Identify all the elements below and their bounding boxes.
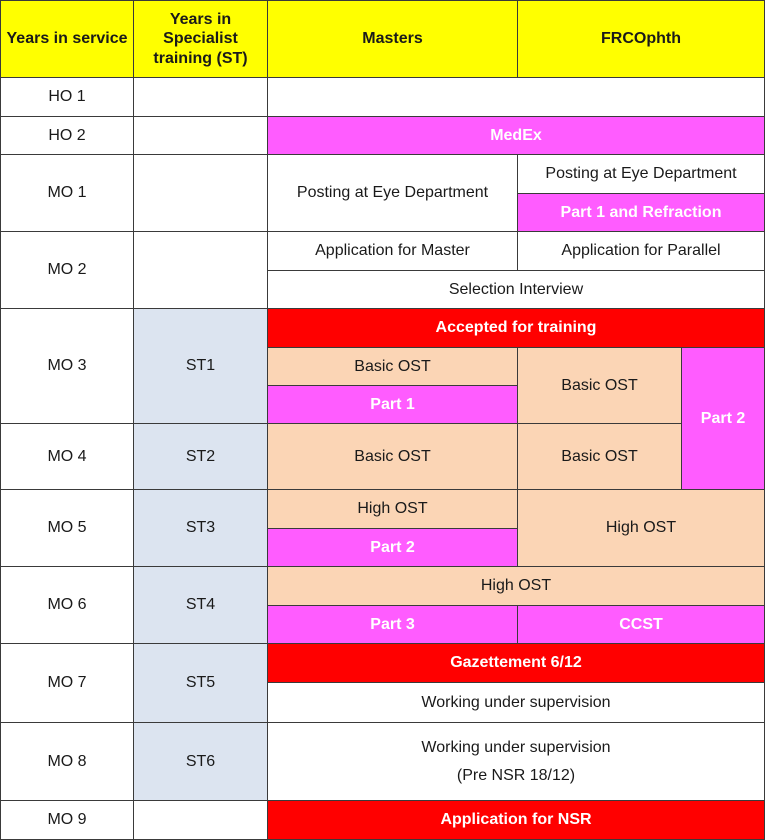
high-ost-masters-mo5: High OST bbox=[267, 489, 518, 529]
high-ost-mo6: High OST bbox=[267, 566, 765, 606]
row-label-mo4: MO 4 bbox=[0, 423, 134, 490]
st-cell-st2: ST2 bbox=[133, 423, 268, 490]
row-label-mo6: MO 6 bbox=[0, 566, 134, 644]
st-cell-empty bbox=[133, 800, 268, 840]
st-cell-st3: ST3 bbox=[133, 489, 268, 567]
accepted-for-training-cell: Accepted for training bbox=[267, 308, 765, 348]
header-masters: Masters bbox=[267, 0, 518, 78]
row-label-ho2: HO 2 bbox=[0, 116, 134, 155]
row-label-mo5: MO 5 bbox=[0, 489, 134, 567]
medex-cell: MedEx bbox=[267, 116, 765, 155]
posting-frcophth-cell: Posting at Eye Department bbox=[517, 154, 765, 194]
part2-frcophth-cell: Part 2 bbox=[681, 347, 765, 490]
st-cell-empty bbox=[133, 154, 268, 232]
row-label-ho1: HO 1 bbox=[0, 77, 134, 117]
part3-cell: Part 3 bbox=[267, 605, 518, 644]
row-label-mo3: MO 3 bbox=[0, 308, 134, 424]
st-cell-empty bbox=[133, 77, 268, 117]
st-cell-empty bbox=[133, 231, 268, 309]
row-label-mo9: MO 9 bbox=[0, 800, 134, 840]
header-years-in-st: Years in Specialist training (ST) bbox=[133, 0, 268, 78]
high-ost-frcophth-mo5: High OST bbox=[517, 489, 765, 567]
working-supervision-text: Working under supervision bbox=[421, 738, 611, 756]
part1-refraction-cell: Part 1 and Refraction bbox=[517, 193, 765, 232]
st-cell-st4: ST4 bbox=[133, 566, 268, 644]
basic-ost-frcophth-mo3: Basic OST bbox=[517, 347, 682, 424]
posting-masters-cell: Posting at Eye Department bbox=[267, 154, 518, 232]
part1-masters-cell: Part 1 bbox=[267, 385, 518, 424]
part2-masters-cell: Part 2 bbox=[267, 528, 518, 567]
application-parallel-cell: Application for Parallel bbox=[517, 231, 765, 271]
row-label-mo1: MO 1 bbox=[0, 154, 134, 232]
st-cell-empty bbox=[133, 116, 268, 155]
basic-ost-masters-mo3: Basic OST bbox=[267, 347, 518, 386]
row-label-mo2: MO 2 bbox=[0, 231, 134, 309]
pre-nsr-text: (Pre NSR 18/12) bbox=[456, 767, 576, 784]
row-label-mo7: MO 7 bbox=[0, 643, 134, 723]
header-frcophth: FRCOphth bbox=[517, 0, 765, 78]
st-cell-st6: ST6 bbox=[133, 722, 268, 801]
selection-interview-cell: Selection Interview bbox=[267, 270, 765, 309]
application-nsr-cell: Application for NSR bbox=[267, 800, 765, 840]
header-years-in-service: Years in service bbox=[0, 0, 134, 78]
basic-ost-frcophth-mo4: Basic OST bbox=[517, 423, 682, 490]
working-supervision-mo8 bbox=[267, 722, 765, 801]
row-label-mo8: MO 8 bbox=[0, 722, 134, 801]
pathway-cell-empty bbox=[267, 77, 765, 117]
application-master-cell: Application for Master bbox=[267, 231, 518, 271]
ccst-cell: CCST bbox=[517, 605, 765, 644]
st-cell-st5: ST5 bbox=[133, 643, 268, 723]
st-cell-st1: ST1 bbox=[133, 308, 268, 424]
basic-ost-masters-mo4: Basic OST bbox=[267, 423, 518, 490]
gazettement-cell: Gazettement 6/12 bbox=[267, 643, 765, 683]
working-supervision-mo7: Working under supervision bbox=[267, 682, 765, 723]
